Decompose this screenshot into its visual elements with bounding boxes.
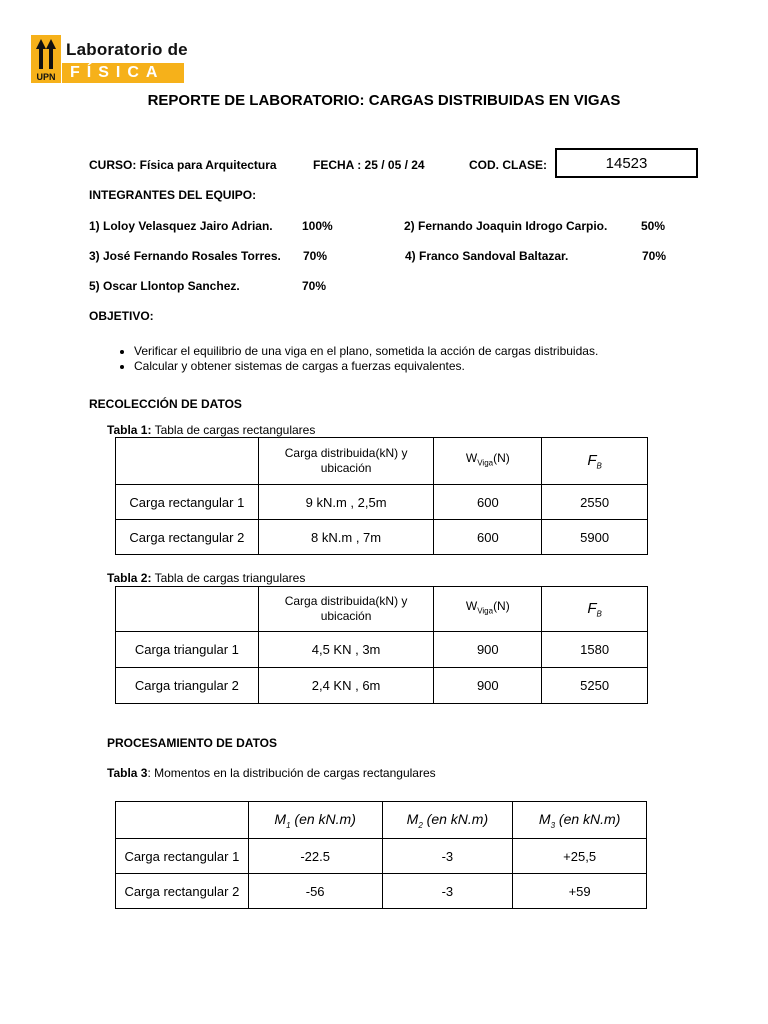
table-cell: -3 — [382, 839, 513, 874]
table-cell: 5250 — [542, 668, 648, 704]
table-cell — [116, 802, 249, 839]
table-cell: 5900 — [542, 520, 648, 555]
table-cell: Carga rectangular 2 — [116, 874, 249, 909]
member-4-name: 4) Franco Sandoval Baltazar. — [405, 249, 569, 263]
logo-line2: FÍSICA — [70, 64, 165, 81]
table-cell: 9 kN.m , 2,5m — [258, 485, 434, 520]
cod-clase-value: 14523 — [555, 148, 698, 178]
table-row — [116, 520, 648, 555]
table2-caption — [107, 571, 305, 585]
table-header-cell: $W_{Viga}(N)$ — [434, 587, 542, 632]
table-row — [116, 632, 648, 668]
table-row — [116, 874, 647, 909]
table-cell: 2550 — [542, 485, 648, 520]
table-cell: -22.5 — [248, 839, 382, 874]
table-cell: 900 — [434, 632, 542, 668]
table-header-cell: $M_1$ (en kN.m) — [248, 802, 382, 839]
member-4-pct: 70% — [642, 249, 667, 263]
table-row — [116, 839, 647, 874]
table-header-row — [116, 587, 648, 632]
table-cell — [116, 587, 259, 632]
table-cell: +59 — [513, 874, 647, 909]
table-header-cell: Carga distribuida(kN) y ubicación — [258, 438, 434, 485]
objective-list — [108, 344, 598, 374]
table-cell — [116, 438, 259, 485]
table-cell: Carga triangular 2 — [116, 668, 259, 704]
table-cell: 2,4 KN , 6m — [258, 668, 434, 704]
table-header-cell: $M_3$ (en kN.m) — [513, 802, 647, 839]
table-header-cell: Carga distribuida(kN) y ubicación — [258, 587, 434, 632]
table-cell: 600 — [434, 485, 542, 520]
table2 — [115, 586, 648, 704]
member-5-name: 5) Oscar Llontop Sanchez. — [89, 279, 240, 293]
table-cell: +25,5 — [513, 839, 647, 874]
upn-logo-mark — [31, 35, 61, 83]
table-header-cell: $M_2$ (en kN.m) — [382, 802, 513, 839]
table-cell: Carga rectangular 2 — [116, 520, 259, 555]
table1-caption — [107, 423, 315, 437]
team-heading: INTEGRANTES DEL EQUIPO: — [89, 188, 257, 202]
objective-item: • Calcular y obtener sistemas de cargas a fuerzas equivalentes. — [134, 359, 598, 374]
table1 — [115, 437, 648, 555]
table-row — [116, 668, 648, 704]
table1-caption-text: Tabla de cargas rectangulares — [151, 423, 316, 437]
table1-caption-bold: Tabla 1: — [107, 423, 152, 437]
member-3-name: 3) José Fernando Rosales Torres. — [89, 249, 281, 263]
table-header-cell: $F_B$ — [542, 438, 648, 485]
table3 — [115, 801, 647, 909]
table-cell: Carga rectangular 1 — [116, 839, 249, 874]
member-3-pct: 70% — [303, 249, 328, 263]
member-5-pct: 70% — [302, 279, 327, 293]
objective-item: • Verificar el equilibrio de una viga en el plano, sometida la acción de cargas distribuidas. — [134, 344, 598, 359]
objective-heading: OBJETIVO: — [89, 309, 154, 323]
table-header-cell: $F_B$ — [542, 587, 648, 632]
table3-caption — [107, 766, 436, 780]
table-header-cell: $W_{Viga}(N)$ — [434, 438, 542, 485]
table-cell: Carga rectangular 1 — [116, 485, 259, 520]
table-cell: 600 — [434, 520, 542, 555]
member-2-name: 2) Fernando Joaquin Idrogo Carpio. — [404, 219, 608, 233]
table3-caption-bold: Tabla 3 — [107, 766, 148, 780]
curso-label: CURSO: Física para Arquitectura — [89, 158, 277, 172]
member-1-pct: 100% — [302, 219, 333, 233]
table-cell: -3 — [382, 874, 513, 909]
table-header-row — [116, 802, 647, 839]
table-cell: 900 — [434, 668, 542, 704]
member-2-pct: 50% — [641, 219, 666, 233]
logo-line1: Laboratorio de — [66, 40, 188, 59]
procesamiento-heading: PROCESAMIENTO DE DATOS — [107, 736, 278, 750]
table-cell: Carga triangular 1 — [116, 632, 259, 668]
fecha-label: FECHA : 25 / 05 / 24 — [313, 158, 425, 172]
table-cell: 4,5 KN , 3m — [258, 632, 434, 668]
table-header-row — [116, 438, 648, 485]
table3-caption-text: : Momentos en la distribución de cargas rectangulares — [147, 766, 436, 780]
table-cell: 1580 — [542, 632, 648, 668]
logo-mark-text: UPN — [36, 72, 56, 82]
table2-caption-text: Tabla de cargas triangulares — [151, 571, 306, 585]
table-cell: 8 kN.m , 7m — [258, 520, 434, 555]
table-row — [116, 485, 648, 520]
report-title: REPORTE DE LABORATORIO: CARGAS DISTRIBUIDAS EN VIGAS — [147, 92, 621, 109]
table-cell: -56 — [248, 874, 382, 909]
table2-caption-bold: Tabla 2: — [107, 571, 152, 585]
cod-clase-label: COD. CLASE: — [469, 158, 547, 172]
member-1-name: 1) Loloy Velasquez Jairo Adrian. — [89, 219, 273, 233]
recoleccion-heading: RECOLECCIÓN DE DATOS — [89, 397, 242, 411]
